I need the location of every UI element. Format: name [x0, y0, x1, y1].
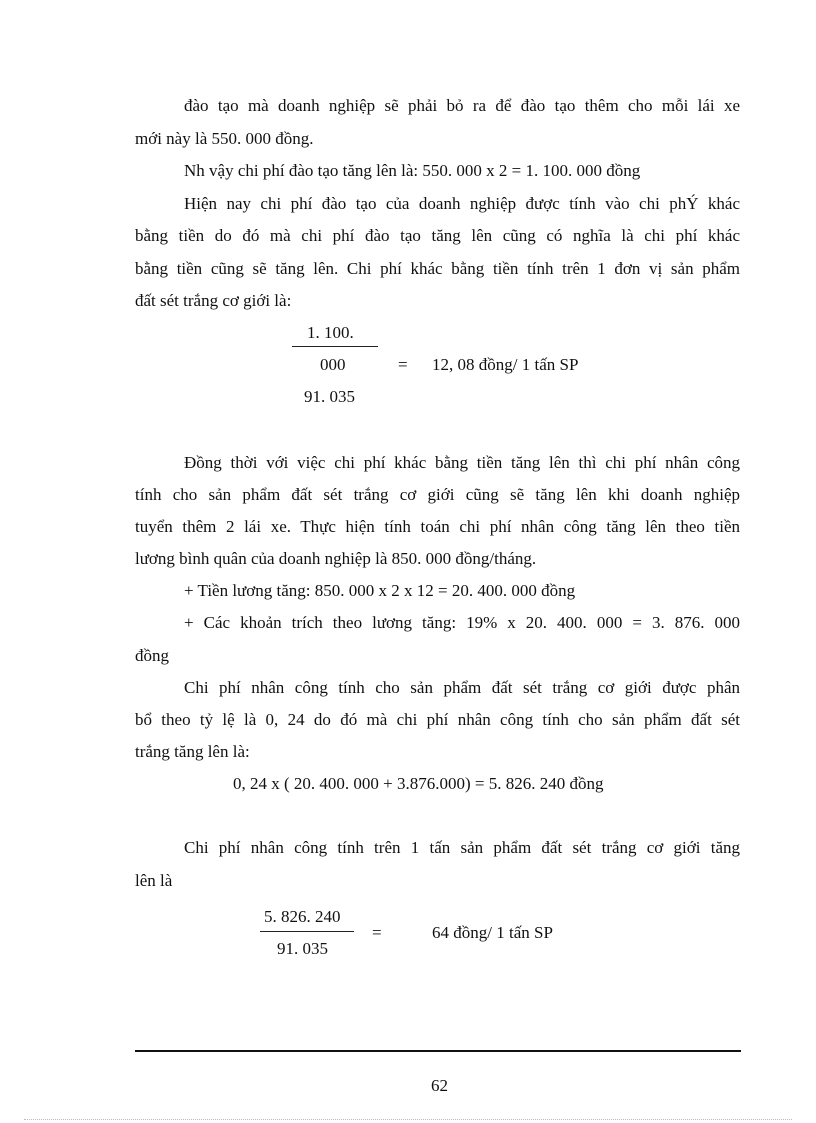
paragraph-line: lên là: [135, 871, 173, 890]
page-number: 62: [431, 1076, 448, 1095]
paragraph-line: Chi phí nhân công tính trên 1 tấn sản phẩm đất sét trắng cơ giới tăng: [184, 838, 740, 857]
paragraph-line: bổ theo tỷ lệ là 0, 24 do đó mà chi phí nhân công tính cho sản phẩm đất sét: [135, 710, 740, 729]
paragraph-line: trắng tăng lên là:: [135, 742, 250, 761]
paragraph-line: đất sét trắng cơ giới là:: [135, 291, 292, 310]
fraction-1-denominator: 91. 035: [304, 387, 355, 406]
fraction-2-denominator: 91. 035: [277, 939, 328, 958]
fraction-1-result: 12, 08 đồng/ 1 tấn SP: [432, 355, 579, 374]
paragraph-line: lương bình quân của doanh nghiệp là 850. 000 đồng/tháng.: [135, 549, 537, 568]
fraction-2-equals: =: [372, 923, 382, 942]
paragraph-line: bằng tiền cũng sẽ tăng lên. Chi phí khác bằng tiền tính trên 1 đơn vị sản phẩm: [135, 259, 740, 278]
paragraph-line: Đồng thời với việc chi phí khác bằng tiền tăng lên thì chi phí nhân công: [184, 453, 740, 472]
fraction-2-numerator: 5. 826. 240: [264, 907, 341, 926]
page-edge-divider: [24, 1119, 792, 1120]
paragraph-line: bằng tiền do đó mà chi phí đào tạo tăng lên cũng có nghĩa là chi phí khác: [135, 226, 740, 245]
paragraph-line: Nh vậy chi phí đào tạo tăng lên là: 550. 000 x 2 = 1. 100. 000 đồng: [184, 161, 641, 180]
paragraph-line: tuyển thêm 2 lái xe. Thực hiện tính toán chi phí nhân công tăng lên theo tiền: [135, 517, 740, 536]
fraction-2-result: 64 đồng/ 1 tấn SP: [432, 923, 553, 942]
paragraph-line: đồng: [135, 646, 169, 665]
paragraph-line: + Tiền lương tăng: 850. 000 x 2 x 12 = 20. 400. 000 đồng: [184, 581, 576, 600]
fraction-1-bar: [292, 346, 378, 347]
paragraph-line: đào tạo mà doanh nghiệp sẽ phải bỏ ra để đào tạo thêm cho mỗi lái xe: [184, 96, 740, 115]
fraction-1-equals: =: [398, 355, 408, 374]
fraction-1-numerator-line-1: 1. 100.: [307, 323, 354, 342]
fraction-1-numerator-line-2: 000: [320, 355, 346, 374]
paragraph-line: tính cho sản phẩm đất sét trắng cơ giới cũng sẽ tăng lên khi doanh nghiệp: [135, 485, 740, 504]
footer-rule: [135, 1050, 741, 1052]
paragraph-line: + Các khoản trích theo lương tăng: 19% x 20. 400. 000 = 3. 876. 000: [184, 613, 740, 632]
paragraph-line: Chi phí nhân công tính cho sản phẩm đất sét trắng cơ giới được phân: [184, 678, 740, 697]
paragraph-line: mới này là 550. 000 đồng.: [135, 129, 314, 148]
fraction-2-bar: [260, 931, 354, 932]
formula-line: 0, 24 x ( 20. 400. 000 + 3.876.000) = 5. 826. 240 đồng: [233, 774, 604, 793]
paragraph-line: Hiện nay chi phí đào tạo của doanh nghiệp được tính vào chi phÝ khác: [184, 194, 740, 213]
